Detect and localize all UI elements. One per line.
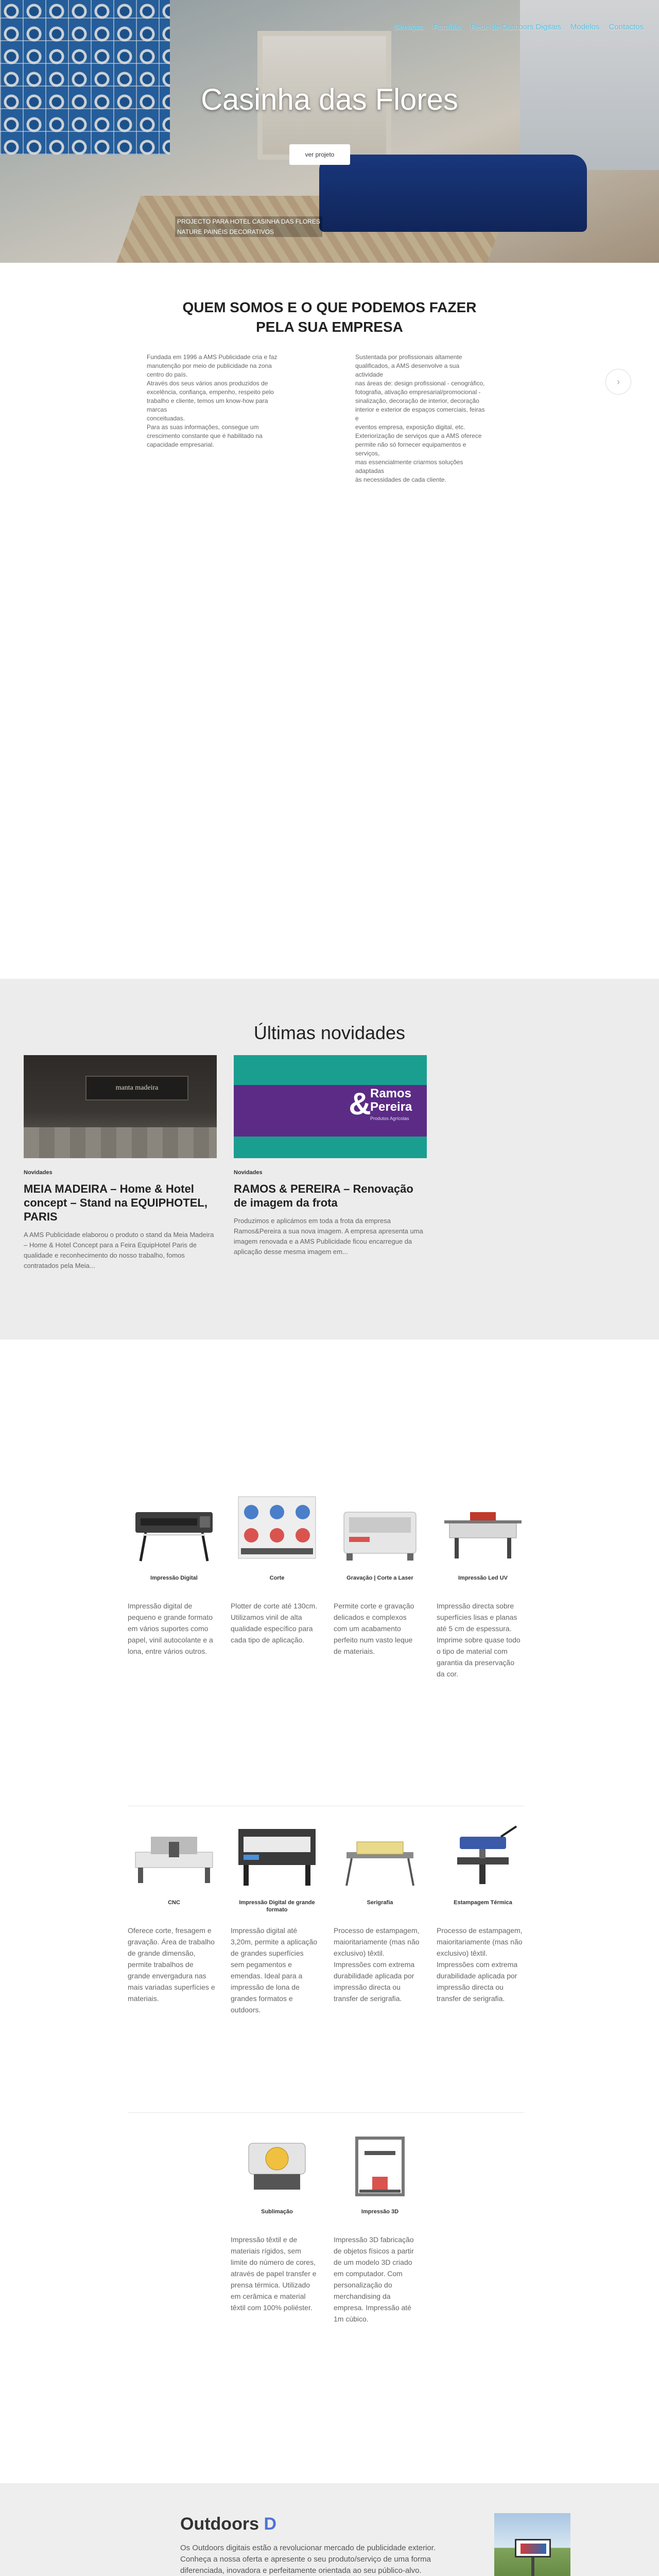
service-card[interactable] (128, 1489, 220, 1657)
about-text: conceituadas. (147, 415, 185, 422)
service-description: Processo de estampagem, maioritariamente (mas não exclusivo) têxtil. Impressões com extrema durabilidade aplicada por impressão directa ou transfer de serigrafia. (437, 1926, 523, 2003)
ramos-logo-sub: Produtos Agrícolas (370, 1116, 409, 1121)
about-text: nas áreas de: design profissional - cenográfico, (355, 380, 485, 387)
service-name: CNC (168, 1900, 180, 1906)
about-text: capacidade empresarial. (147, 441, 214, 448)
about-text: Fundada em 1996 a AMS Publicidade cria e faz (147, 353, 278, 361)
hero-caption-line: NATURE PAINÉIS DECORATIVOS (175, 227, 322, 237)
about-title (0, 298, 659, 337)
news-section (0, 979, 659, 1340)
news-category: Novidades (24, 1170, 53, 1176)
screen-printing-press-icon (334, 1814, 426, 1896)
service-name: Impressão Led UV (458, 1575, 508, 1581)
about-text: eventos empresa, exposição digital, etc. (355, 423, 465, 431)
service-name: Impressão Digital de grande formato (239, 1900, 315, 1913)
news-image-ramos[interactable] (234, 1055, 427, 1158)
about-right-column (355, 353, 487, 484)
madeira-floor (24, 1127, 217, 1158)
service-card[interactable] (334, 2123, 426, 2325)
news-card[interactable] (24, 1055, 217, 1271)
about-left-column (147, 353, 278, 449)
about-text: Para as suas informações, consegue um (147, 423, 259, 431)
main-nav (394, 23, 644, 31)
news-headline-link[interactable]: MEIA MADEIRA – Home & Hotel concept – Stand na EQUIPHOTEL, PARIS (24, 1182, 207, 1223)
carousel-next-arrow-icon[interactable]: › (605, 369, 631, 395)
about-text: trabalho e cliente, temos um know-how para marcas (147, 397, 268, 413)
service-name: Sublimação (261, 2209, 293, 2215)
service-name: Gravação | Corte a Laser (346, 1575, 413, 1581)
service-card[interactable] (231, 1814, 323, 2015)
service-card[interactable] (437, 1489, 529, 1680)
hero-banner (0, 0, 659, 263)
service-name: Impressão 3D (361, 2209, 399, 2215)
service-description: Impressão digital até 3,20m, permite a aplicação de grandes superfícies sem pegamentos e emendas. Ideal para a impressão de lona de grandes formatos e outdoors. (231, 1926, 318, 2014)
about-text: sinalização, decoração de interior, decoração (355, 397, 479, 404)
service-description: Plotter de corte até 130cm. Utilizamos vinil de alta qualidade específico para cada tipo de aplicação. (231, 1602, 318, 1644)
billboard-board (515, 2539, 551, 2557)
vinyl-rolls-icon (231, 1489, 323, 1571)
outdoors-title (180, 2514, 276, 2534)
billboard-post (531, 2557, 534, 2576)
nav-item-portfolio[interactable]: Portfólio (432, 23, 461, 31)
ramos-ampersand-logo: & (349, 1087, 371, 1121)
nav-item-modelos[interactable]: Modelos (570, 23, 600, 31)
about-text: excelência, confiança, empenho, respeito pelo (147, 388, 274, 396)
heat-press-icon (437, 1814, 529, 1896)
large-format-printer-icon (128, 1489, 220, 1571)
about-text: mas essencialmente criarmos soluções adaptadas (355, 459, 463, 474)
news-excerpt: A AMS Publicidade elaborou o produto o stand da Meia Madeira – Home & Hotel Concept para a Feira EquipHotel Paris de qualidade e reconhecimento do nosso trabalho, fomos contratados pela Meia... (24, 1231, 214, 1269)
about-text: às necessidades de cada cliente. (355, 476, 446, 483)
service-name: Serigrafia (367, 1900, 393, 1906)
service-card[interactable] (231, 1489, 323, 1646)
mug-press-icon (231, 2123, 323, 2205)
outdoors-title-main: Outdoors (180, 2514, 264, 2534)
wide-format-printer-icon (231, 1814, 323, 1896)
service-card[interactable] (334, 1814, 426, 2004)
service-card[interactable] (231, 2123, 323, 2313)
service-description: Impressão digital de pequeno e grande formato em vários suportes como papel, vinil autocolante e a lona, entre vários outros. (128, 1602, 213, 1655)
service-name: Impressão Digital (150, 1575, 198, 1581)
about-text: permite não só fornecer equipamentos e serviços, (355, 441, 466, 457)
nav-item-outdoors[interactable]: Rede de Outdoors Digitais (470, 23, 561, 31)
hero-caption (175, 216, 322, 237)
news-card[interactable] (234, 1055, 427, 1257)
about-title-line: QUEM SOMOS E O QUE PODEMOS FAZER (182, 299, 477, 315)
service-name: Estampagem Térmica (454, 1900, 512, 1906)
nav-item-servicos[interactable]: Serviços (394, 23, 424, 31)
laser-cutter-icon (334, 1489, 426, 1571)
news-image-madeira[interactable] (24, 1055, 217, 1158)
service-description: Impressão têxtil e de materiais rígidos, sem limite do número de cores, através de papel transfer e prensa térmica. Utilizado em cerâmica e material têxtil com 100% poliéster. (231, 2235, 317, 2312)
about-text: fotografia, ativação empresarial/promocional - (355, 388, 481, 396)
ramos-logo-line: Ramos (370, 1087, 412, 1100)
about-text: Através dos seus vários anos produzidos de (147, 380, 268, 387)
nav-item-contactos[interactable]: Contactos (609, 23, 644, 31)
about-title-line: PELA SUA EMPRESA (256, 319, 403, 335)
ramos-logo-line: Pereira (370, 1100, 412, 1114)
about-text: Exteriorização de serviços que a AMS oferece (355, 432, 482, 439)
service-card[interactable] (128, 1814, 220, 2004)
service-description: Processo de estampagem, maioritariamente (mas não exclusivo) têxtil. Impressões com extrema durabilidade aplicada por impressão directa ou transfer de serigrafia. (334, 1926, 420, 2003)
service-card[interactable] (437, 1814, 529, 2004)
news-excerpt: Produzimos e aplicámos em toda a frota da empresa Ramos&Pereira a sua nova imagem. A empresa apresenta uma imagem renovada e a AMS Publicidade ficou encarregue da aplicação desse mesma imagem em... (234, 1217, 423, 1256)
service-name: Corte (269, 1575, 285, 1581)
news-headline-link[interactable]: RAMOS & PEREIRA – Renovação de imagem da frota (234, 1182, 413, 1209)
cnc-machine-icon (128, 1814, 220, 1896)
service-description: Impressão 3D fabricação de objetos físicos a partir de um modelo 3D criado em computador. Com personalização do merchandising da empresa. Impressão até 1m cúbico. (334, 2235, 414, 2323)
ramos-logo-text (370, 1087, 412, 1114)
madeira-sign: manta madeira (85, 1076, 188, 1100)
service-description: Impressão directa sobre superfícies lisas e planas até 5 cm de espessura. Imprime sobre quase todo o tipo de material com garantia da preservação da cor. (437, 1602, 521, 1678)
view-project-button[interactable]: ver projeto (289, 144, 350, 165)
divider (128, 2112, 524, 2113)
hero-title: Casinha das Flores (201, 83, 458, 116)
news-title: Últimas novidades (253, 1022, 406, 1043)
about-text: crescimento constante que é habilitado na (147, 432, 263, 439)
outdoors-title-accent: D (264, 2514, 276, 2534)
news-category: Novidades (234, 1170, 263, 1176)
service-description: Oferece corte, fresagem e gravação. Área de trabalho de grande dimensão, permite trabalhos de grande envergadura nas mais variadas superfícies e materiais. (128, 1926, 215, 2003)
outdoor-billboard-image (494, 2513, 570, 2576)
hero-overlay (0, 0, 659, 263)
about-text: centro do país. (147, 371, 188, 378)
service-description: Permite corte e gravação delicados e complexos com um acabamento perfeito num vasto leque de materiais. (334, 1602, 414, 1655)
about-text: interior e exterior de espaços comerciais, feiras e (355, 406, 485, 422)
3d-printer-icon (334, 2123, 426, 2205)
about-text: qualificados, a AMS desenvolve a sua actividade (355, 362, 460, 378)
uv-flatbed-printer-icon (437, 1489, 529, 1571)
service-card[interactable] (334, 1489, 426, 1657)
about-text: manutenção por meio de publicidade na zona (147, 362, 272, 369)
outdoors-section (0, 2483, 659, 2576)
hero-caption-line: PROJECTO PARA HOTEL CASINHA DAS FLORES (175, 216, 322, 227)
about-text: Sustentada por profissionais altamente (355, 353, 462, 361)
outdoors-text: Os Outdoors digitais estão a revolucionar mercado de publicidade exterior. Conheça a nossa oferta e apresente o seu produto/serviço de uma forma diferenciada, inovadora e perfeitamente orientada ao seu público-alvo. (180, 2544, 436, 2575)
